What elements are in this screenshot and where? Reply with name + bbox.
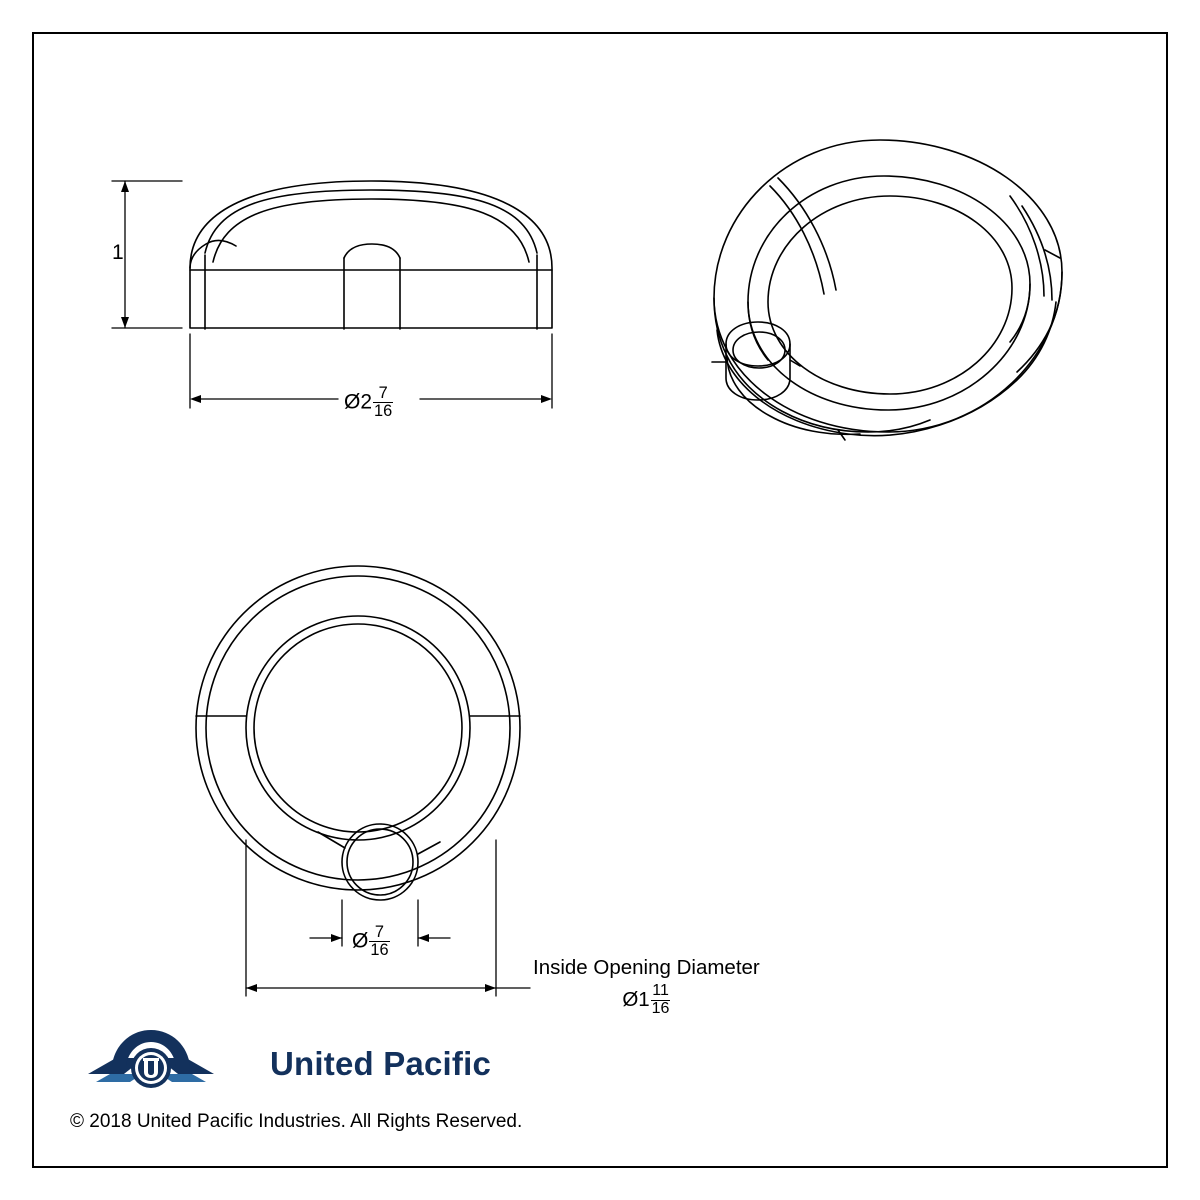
iso-view-geometry: [712, 140, 1062, 440]
inside-opening-note-text: Inside Opening Diameter: [533, 956, 760, 979]
outer-diameter-dimension-label: [344, 386, 393, 420]
diameter-symbol: Ø: [622, 988, 639, 1012]
inside-opening-fraction: $\frac{11}{16}$: [651, 982, 670, 1017]
inside-opening-note: [533, 956, 760, 1018]
outer-diameter-fraction: $\frac{7}{16}$: [374, 384, 393, 421]
hole-diameter-dimension-label: [352, 925, 390, 959]
top-view-geometry: [196, 566, 520, 900]
company-name: United Pacific: [270, 1045, 492, 1082]
hole-diameter-fraction: $\frac{7}{16}$: [370, 923, 389, 960]
inside-opening-whole: 1: [638, 988, 650, 1012]
diameter-symbol: Ø: [344, 390, 361, 414]
copyright-notice: © 2018 United Pacific Industries. All Rights Reserved.: [70, 1111, 523, 1132]
height-dimension-label: 1: [112, 241, 124, 264]
united-pacific-logo-icon: [86, 1028, 216, 1100]
inside-opening-value: [533, 984, 760, 1018]
front-view-geometry: [190, 181, 552, 329]
diameter-symbol: Ø: [352, 929, 369, 953]
outer-diameter-whole: 2: [360, 390, 373, 414]
branding-block: [70, 1028, 590, 1148]
